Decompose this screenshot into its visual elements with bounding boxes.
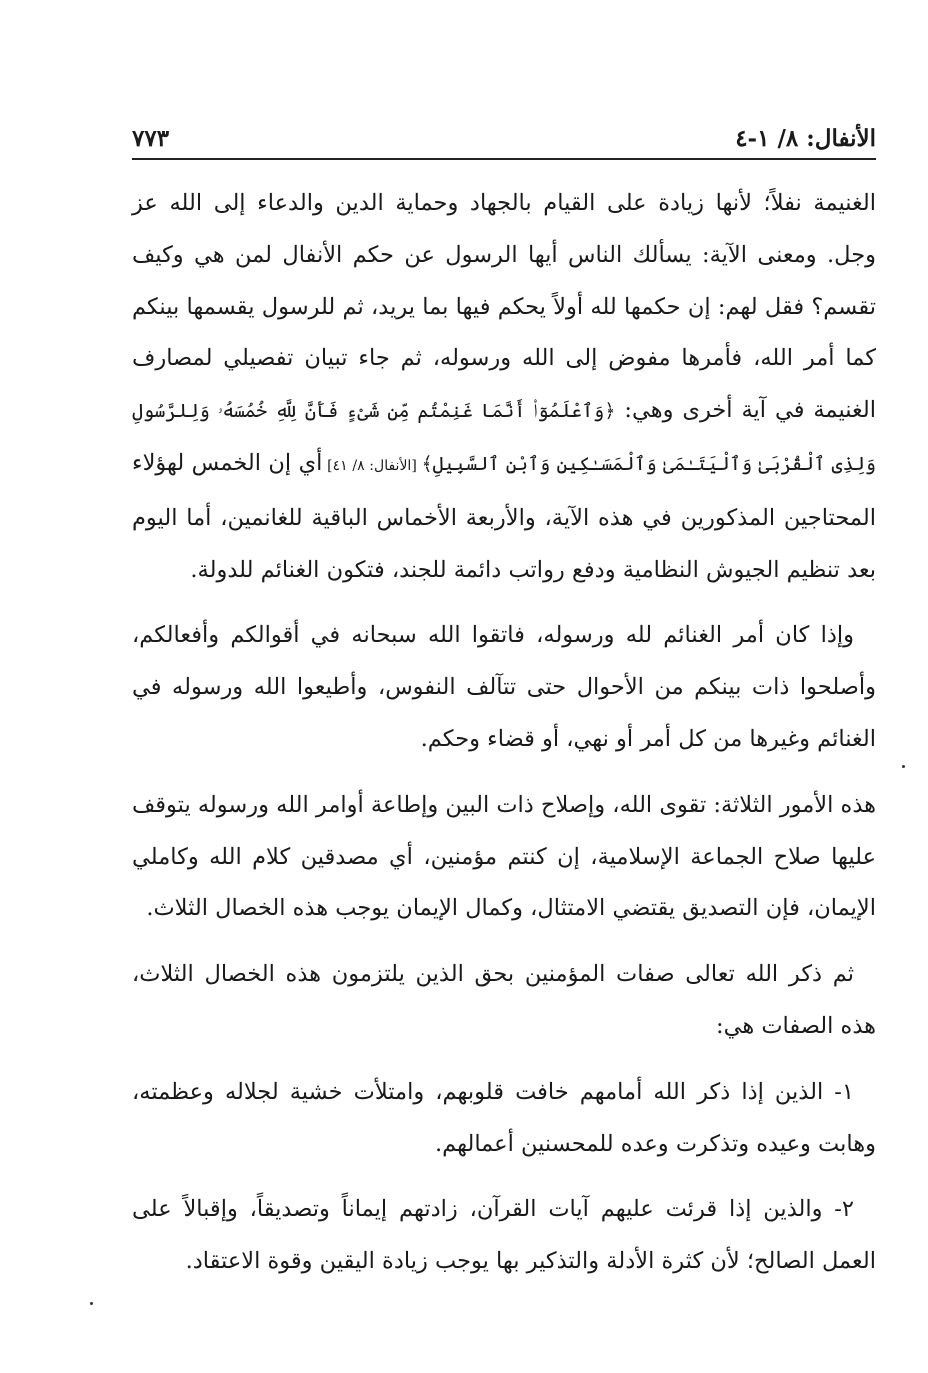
scan-speck: [90, 1302, 93, 1305]
verse-citation: [الأنفال: ٨/ ٤١]: [322, 457, 422, 474]
paragraph: [132, 1067, 876, 1171]
paragraph-text: الغنيمة نفلاً؛ لأنها زيادة على القيام بالجهاد وحماية الدين والدعاء إلى الله عز وجل. ومعنى الآية: يسألك الناس أيها الرسول عن حكم الأنفال لمن هي وكيف تقسم؟ فقل لهم: إن حكمها لله أولاً يحكم فيها بما يريد، ثم للرسول يقسمها بينكم كما أمر الله، فأمرها مفوض إلى الله ورسوله، ثم جاء تبيان تفصيلي لمصارف الغنيمة في آية أخرى وهي:: [132, 190, 876, 424]
quran-verse: ﴿وَٱعْلَمُوٓا۟ أَنَّمَا غَنِمْتُم مِّن شَىْءٍ فَأَنَّ لِلَّهِ خُمُسَهُۥ وَلِلرَّسُولِ وَلِذِى ٱلْقُرْبَىٰ وَٱلْيَتَـٰمَىٰ وَٱلْمَسَـٰكِينِ وَٱبْنِ ٱلسَّبِيلِ﴾: [132, 400, 876, 475]
paragraph-text: أي إن الخمس لهؤلاء المحتاجين المذكورين في هذه الآية، والأربعة الأخماس الباقية للغانمين، أما اليوم بعد تنظيم الجيوش النظامية ودفع رواتب دائمة للجند، فتكون الغنائم للدولة.: [132, 449, 876, 583]
paragraph-text: وإذا كان أمر الغنائم لله ورسوله، فاتقوا الله سبحانه في أقوالكم وأفعالكم، وأصلحوا ذات بينكم من الأحوال حتى تتآلف النفوس، وأطيعوا الله ورسوله في الغنائم وغيرها من كل أمر أو نهي، أو قضاء وحكم.: [132, 622, 876, 752]
scan-speck: [902, 765, 905, 768]
paragraph-text: هذه الأمور الثلاثة: تقوى الله، وإصلاح ذات البين وإطاعة أوامر الله ورسوله يتوقف عليها صلاح الجماعة الإسلامية، إن كنتم مؤمنين، أي مصدقين كلام الله وكاملي الإيمان، فإن التصديق يقتضي الامتثال، وكمال الإيمان يوجب هذه الخصال الثلاث.: [131, 791, 876, 922]
running-title: الأنفال: ٨/ ١-٤: [735, 125, 876, 152]
list-item-1: ١- الذين إذا ذكر الله أمامهم خافت قلوبهم، وامتلأت خشية لجلاله وعظمته، وهابت وعيده وتذكرت وعده للمحسنين أعمالهم.: [132, 1078, 876, 1157]
paragraph: [132, 780, 876, 935]
body-text: [132, 178, 876, 1288]
paragraph-text: ثم ذكر الله تعالى صفات المؤمنين بحق الذين يلتزمون هذه الخصال الثلاث، هذه الصفات هي:: [132, 961, 876, 1039]
paragraph: [132, 178, 876, 596]
paragraph: [132, 610, 876, 765]
paragraph: [132, 949, 876, 1053]
page-header: [132, 116, 876, 152]
page-number: ٧٧٣: [132, 125, 170, 152]
header-rule: [132, 158, 876, 160]
paragraph: [132, 1184, 876, 1288]
list-item-2: ٢- والذين إذا قرئت عليهم آيات القرآن، زادتهم إيماناً وتصديقاً، وإقبالاً على العمل الصالح؛ لأن كثرة الأدلة والتذكير بها يوجب زيادة اليقين وقوة الاعتقاد.: [132, 1196, 876, 1275]
